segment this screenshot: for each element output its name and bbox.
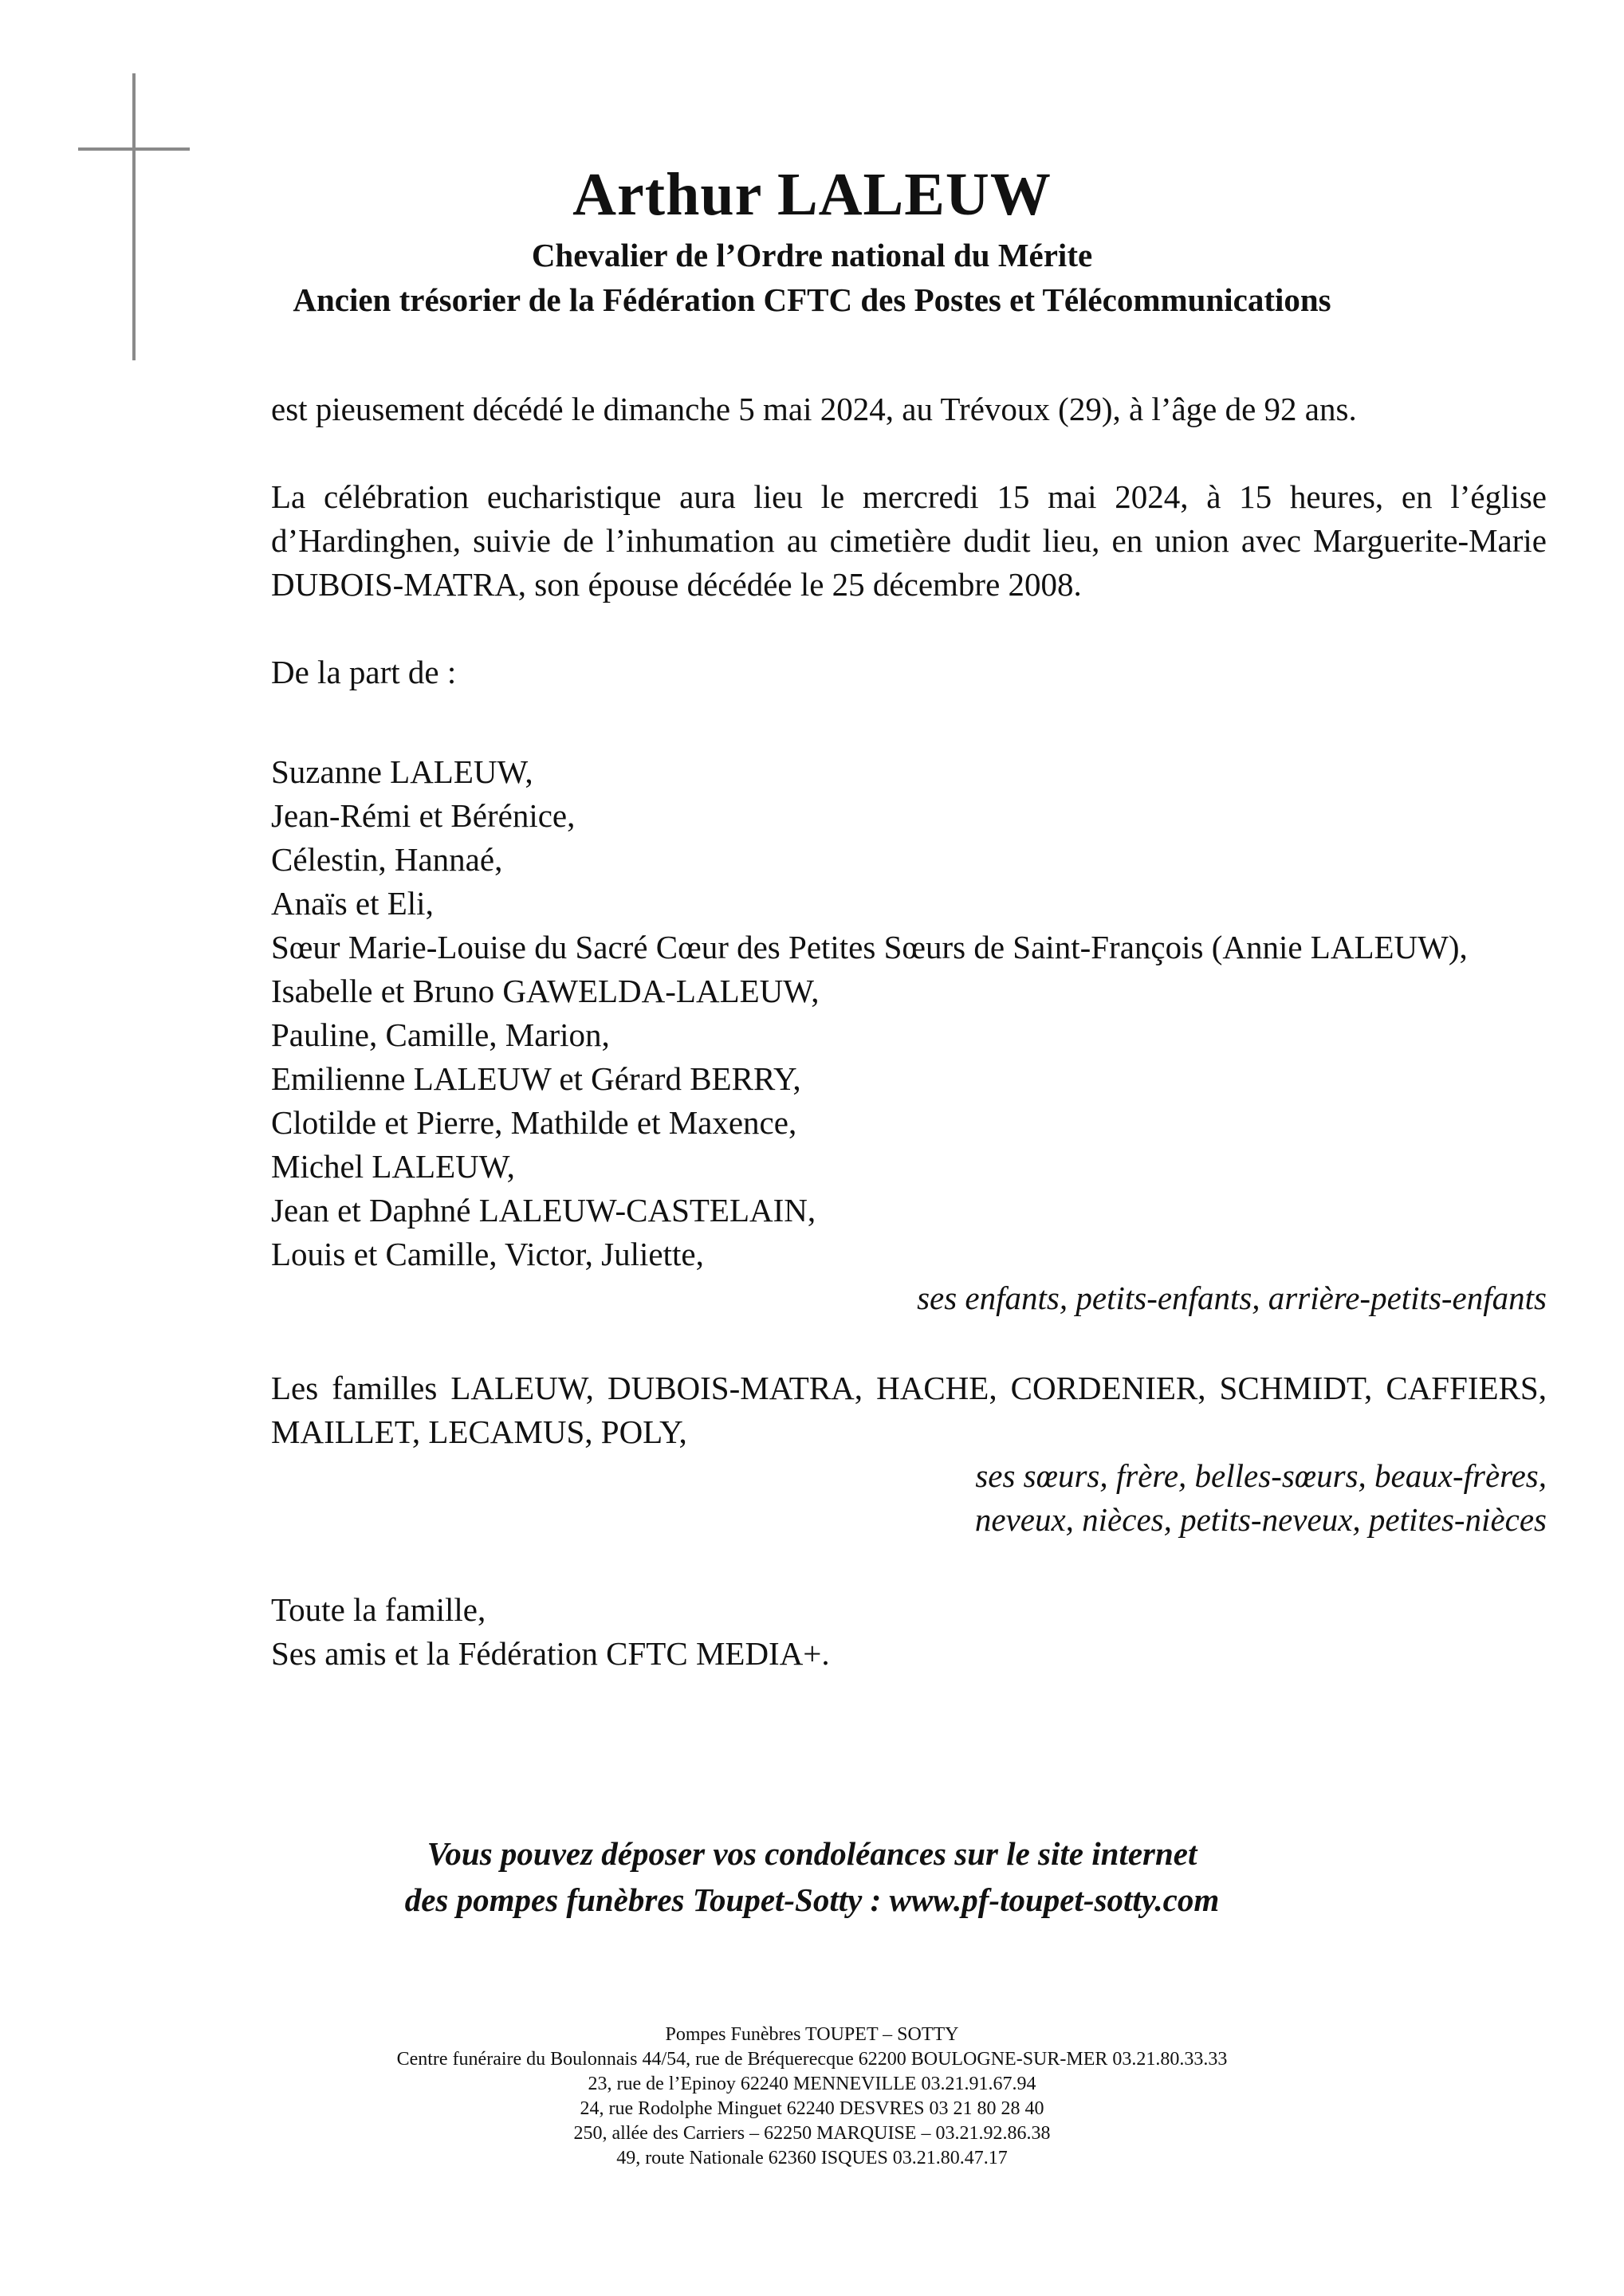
obituary-body	[271, 387, 1547, 1676]
family-line: Célestin, Hannaé,	[271, 841, 503, 878]
families-relation-line: neveux, nièces, petits-neveux, petites-nièces	[974, 1501, 1547, 1538]
condolences-notice	[0, 1830, 1624, 1923]
header	[0, 156, 1624, 322]
funeral-home-address: 49, route Nationale 62360 ISQUES 03.21.80.47.17	[616, 2148, 1008, 2168]
condolences-line: des pompes funèbres Toupet-Sotty : www.pf-toupet-sotty.com	[404, 1881, 1220, 1918]
children-list	[271, 750, 1547, 1320]
condolences-line: Vous pouvez déposer vos condoléances sur le site internet	[427, 1835, 1197, 1872]
funeral-home-address: 24, rue Rodolphe Minguet 62240 DESVRES 03 21 80 28 40	[580, 2098, 1044, 2119]
family-line: Sœur Marie-Louise du Sacré Cœur des Petites Sœurs de Saint-François (Annie LALEUW),	[271, 929, 1468, 965]
former-role-title: Ancien trésorier de la Fédération CFTC des Postes et Télécommunications	[293, 281, 1331, 318]
ceremony-details: La célébration eucharistique aura lieu le mercredi 15 mai 2024, à 15 heures, en l’église d’Hardinghen, suivie de l’inhumation au cimetière dudit lieu, en union avec Marguerite-Marie DUBOIS-MATRA, son épouse décédée le 25 décembre 2008.	[271, 478, 1547, 603]
funeral-home-name: Pompes Funèbres TOUPET – SOTTY	[665, 2024, 959, 2045]
funeral-home-footer	[0, 2023, 1624, 2171]
honor-title: Chevalier de l’Ordre national du Mérite	[531, 237, 1093, 273]
family-line: Anaïs et Eli,	[271, 885, 434, 922]
families-relation-line: ses sœurs, frère, belles-sœurs, beaux-frères,	[975, 1457, 1547, 1494]
family-line: Emilienne LALEUW et Gérard BERRY,	[271, 1060, 801, 1097]
funeral-home-address: 250, allée des Carriers – 62250 MARQUISE – 03.21.92.86.38	[573, 2123, 1051, 2144]
family-line: Jean et Daphné LALEUW-CASTELAIN,	[271, 1192, 816, 1229]
family-line: Isabelle et Bruno GAWELDA-LALEUW,	[271, 973, 820, 1009]
from-label: De la part de :	[271, 654, 457, 690]
family-line: Suzanne LALEUW,	[271, 753, 533, 790]
family-line: Jean-Rémi et Bérénice,	[271, 797, 576, 834]
deceased-name: Arthur LALEUW	[572, 161, 1052, 228]
closing-block	[271, 1588, 1547, 1676]
family-line: Clotilde et Pierre, Mathilde et Maxence,	[271, 1104, 797, 1141]
funeral-home-address: Centre funéraire du Boulonnais 44/54, rue de Bréquerecque 62200 BOULOGNE-SUR-MER 03.21.80.33.33	[396, 2049, 1228, 2070]
funeral-home-address: 23, rue de l’Epinoy 62240 MENNEVILLE 03.21.91.67.94	[588, 2074, 1036, 2094]
family-line: Pauline, Camille, Marion,	[271, 1016, 610, 1053]
family-line: Michel LALEUW,	[271, 1148, 515, 1185]
extended-families: Les familles LALEUW, DUBOIS-MATRA, HACHE, CORDENIER, SCHMIDT, CAFFIERS, MAILLET, LECAMUS, POLY,	[271, 1370, 1547, 1450]
family-line: Louis et Camille, Victor, Juliette,	[271, 1236, 704, 1272]
death-announcement: est pieusement décédé le dimanche 5 mai 2024, au Trévoux (29), à l’âge de 92 ans.	[271, 391, 1357, 427]
closing-line: Ses amis et la Fédération CFTC MEDIA+.	[271, 1635, 830, 1672]
closing-line: Toute la famille,	[271, 1591, 486, 1628]
children-relation: ses enfants, petits-enfants, arrière-petits-enfants	[917, 1280, 1547, 1316]
